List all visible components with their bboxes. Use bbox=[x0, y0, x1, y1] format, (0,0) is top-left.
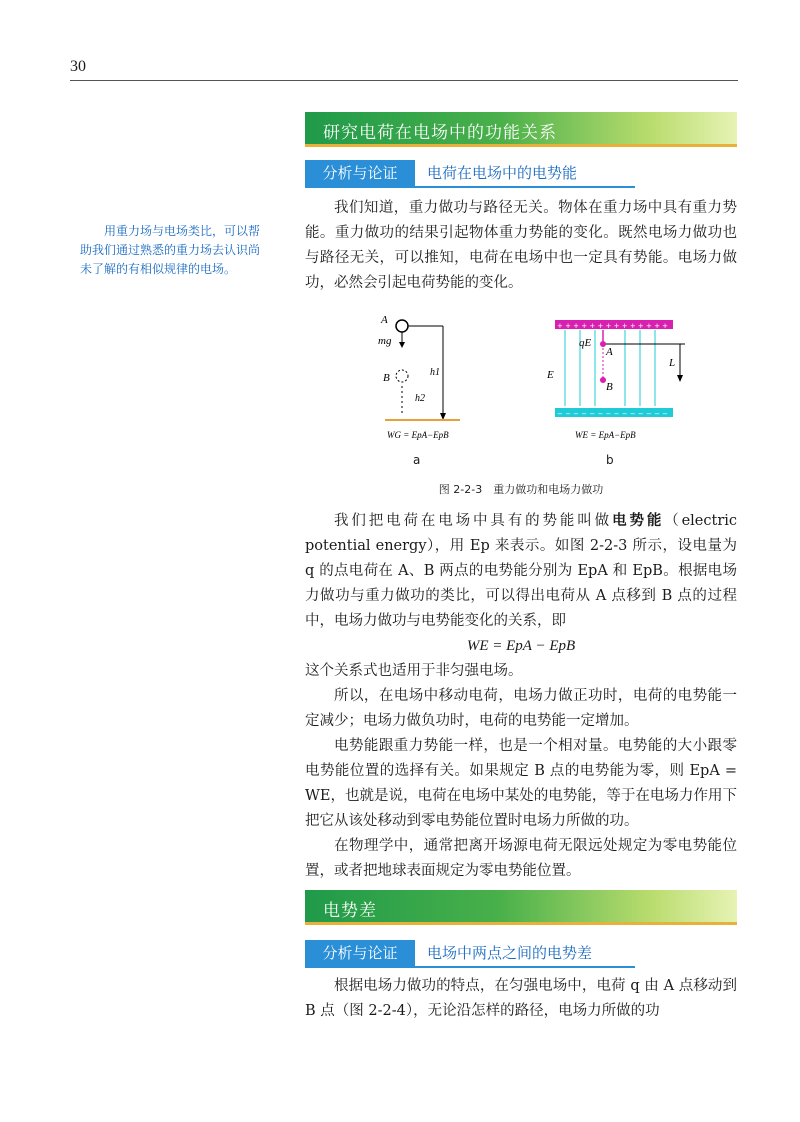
subsection-tag-2: 分析与论证 bbox=[305, 940, 415, 966]
section-title-2: 电势差 bbox=[323, 901, 377, 921]
label-qe: qE bbox=[579, 337, 592, 349]
panel-b-label: b bbox=[606, 453, 614, 467]
ball-b-marker bbox=[396, 370, 408, 382]
formula-a: WG = EpA−EpB bbox=[387, 430, 449, 440]
definition-lead: 我们把电荷在电场中具有的势能叫做 bbox=[334, 513, 613, 529]
label-b: B bbox=[383, 372, 390, 384]
label-b-b: B bbox=[606, 381, 613, 393]
subsection-title-2: 电场中两点之间的电势差 bbox=[427, 944, 593, 962]
key-term: 电势能 bbox=[612, 512, 665, 529]
label-h2: h2 bbox=[415, 393, 425, 404]
intro-paragraph: 我们知道，重力做功与路径无关。物体在重力场中具有重力势能。重力做功的结果引起物体重力势能的变化。既然电场力做功也与路径无关，可以推知，电荷在电场中也一定具有势能。电场力做功，必然会引起电荷势能的变化。 bbox=[305, 200, 737, 291]
label-mg: mg bbox=[378, 335, 392, 347]
section-heading-bar-2 bbox=[305, 890, 737, 925]
paragraph-relative-quantity: 电势能跟重力势能一样，也是一个相对量。电势能的大小跟零电势能位置的选择有关。如果规定 B 点的电势能为零，则 EpA = WE，也就是说，电荷在电场中某处的电势能，等于在电场力作用下把它从该处移动到零电势能位置时电场力所做的功。 bbox=[305, 738, 737, 829]
section-title: 研究电荷在电场中的功能关系 bbox=[323, 123, 557, 143]
figure-panel-b bbox=[546, 320, 685, 440]
subsection-underline-2 bbox=[305, 966, 635, 968]
figure-caption: 图 2-2-3 重力做功和电场力做功 bbox=[438, 483, 604, 496]
ball-a-marker bbox=[396, 320, 408, 332]
subsection-heading-2 bbox=[305, 940, 635, 966]
paragraph-sign-of-work: 所以，在电场中移动电荷，电场力做正功时，电荷的电势能一定减少；电场力做负功时，电荷的电势能一定增加。 bbox=[305, 688, 737, 729]
svg-text:− − − − − − − − − − − − − −: − − − − − − − − − − − − − − bbox=[557, 410, 669, 418]
figure-2-2-3 bbox=[375, 308, 695, 458]
potential-difference-paragraph: 根据电场力做功的特点，在匀强电场中，电荷 q 由 A 点移动到 B 点（图 2-2-4），无论沿怎样的路径，电场力所做的功 bbox=[305, 978, 737, 1019]
definition-rest: （electric potential energy），用 Ep 来表示。如图 2-2-3 所示，设电量为 q 的点电荷在 A、B 两点的电势能分别为 EpA 和 EpB。根据电场力做功与重力做功的类比，可以得出电荷从 A 点移到 B 点的过程中，电场力做功与电势能变化的关系，即 bbox=[305, 513, 738, 629]
paragraph-nonuniform: 这个关系式也适用于非匀强电场。 bbox=[305, 663, 523, 679]
definition-paragraph bbox=[305, 508, 737, 634]
figure-panel-a bbox=[378, 314, 460, 440]
potential-difference-block bbox=[305, 974, 737, 1024]
paragraph-zero-reference: 在物理学中，通常把离开场源电荷无限远处规定为零电势能位置，或者把地球表面规定为零电势能位置。 bbox=[305, 838, 737, 879]
label-l: L bbox=[669, 357, 676, 369]
margin-note: 用重力场与电场类比，可以帮助我们通过熟悉的重力场去认识尚未了解的有相似规律的电场。 bbox=[80, 224, 261, 276]
page-number: 30 bbox=[70, 58, 86, 75]
subsection-underline bbox=[305, 186, 635, 188]
section-heading-bar bbox=[305, 112, 737, 147]
svg-text:+ + + + + + + + + + + + + +: + + + + + + + + + + + + + + bbox=[557, 322, 669, 330]
subsection-title: 电荷在电场中的电势能 bbox=[427, 164, 578, 182]
intro-paragraph-block bbox=[305, 196, 737, 296]
header-rule bbox=[70, 80, 738, 81]
subsection-tag: 分析与论证 bbox=[305, 160, 415, 186]
panel-a-label: a bbox=[413, 453, 421, 467]
label-h1: h1 bbox=[430, 367, 440, 378]
label-a: A bbox=[381, 314, 388, 326]
electric-potential-energy-block bbox=[305, 508, 737, 884]
subsection-heading bbox=[305, 160, 635, 186]
formula-b: WE = EpA−EpB bbox=[575, 430, 636, 440]
label-e: E bbox=[547, 369, 554, 381]
work-energy-formula: WE = EpA − EpB bbox=[466, 638, 576, 654]
label-b-a: A bbox=[606, 346, 613, 358]
